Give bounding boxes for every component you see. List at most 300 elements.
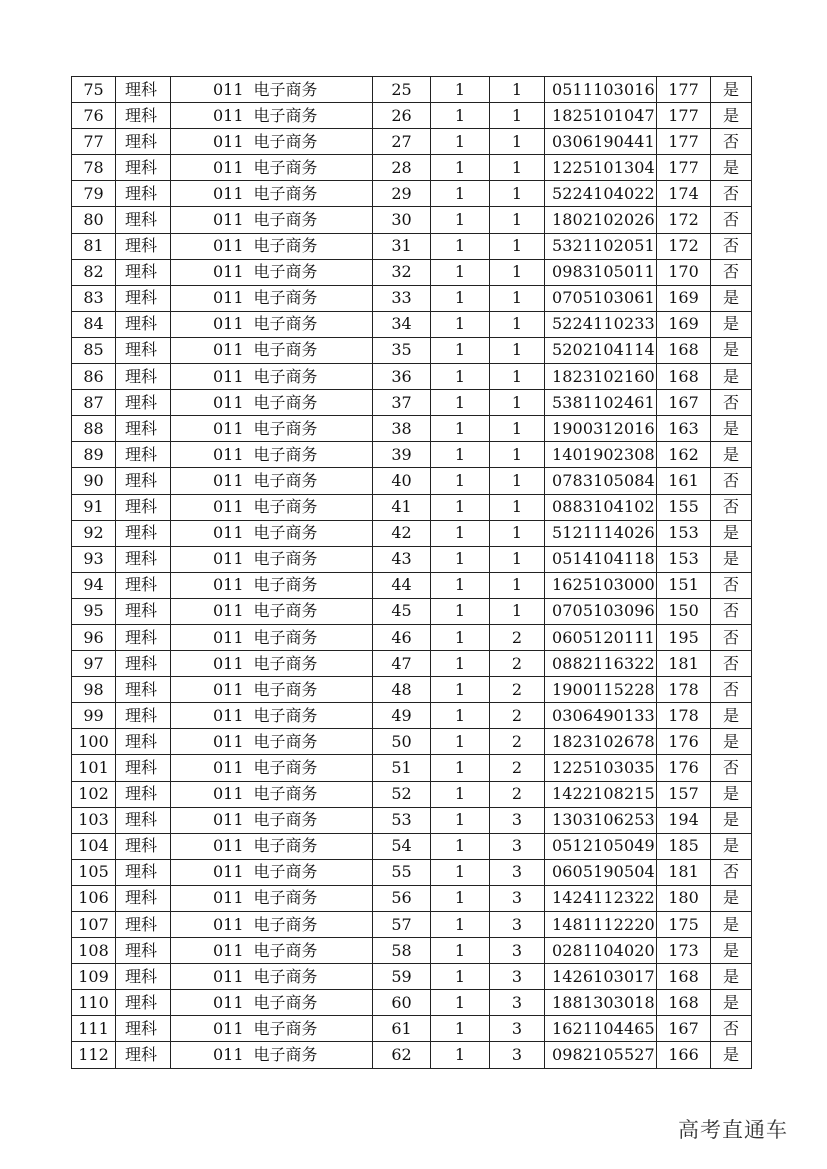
row-number-cell: 91	[72, 494, 116, 520]
rank-cell: 43	[373, 546, 431, 572]
exam-id-cell: 5224110233	[545, 311, 657, 337]
table-row	[72, 129, 752, 155]
major-name: 电子商务	[253, 418, 318, 438]
major-code: 011	[213, 966, 244, 986]
major-name: 电子商务	[253, 157, 318, 177]
major-name: 电子商务	[253, 601, 318, 621]
flag-cell: 是	[711, 285, 752, 311]
category-cell: 理科	[116, 442, 171, 468]
column-5-cell: 1	[431, 285, 490, 311]
flag-cell: 否	[711, 494, 752, 520]
flag-cell: 是	[711, 546, 752, 572]
column-5-cell: 1	[431, 259, 490, 285]
major-cell	[171, 77, 373, 103]
column-6-cell: 2	[490, 624, 545, 650]
table-row	[72, 624, 752, 650]
column-5-cell: 1	[431, 129, 490, 155]
score-cell: 151	[657, 572, 711, 598]
flag-cell: 是	[711, 520, 752, 546]
major-code: 011	[213, 992, 244, 1012]
table-row	[72, 520, 752, 546]
column-5-cell: 1	[431, 207, 490, 233]
column-5-cell: 1	[431, 337, 490, 363]
table-row	[72, 885, 752, 911]
score-cell: 168	[657, 337, 711, 363]
rank-cell: 35	[373, 337, 431, 363]
major-name: 电子商务	[253, 105, 318, 125]
exam-id-cell: 1823102678	[545, 729, 657, 755]
column-6-cell: 2	[490, 781, 545, 807]
rank-cell: 62	[373, 1042, 431, 1068]
row-number-cell: 86	[72, 364, 116, 390]
rank-cell: 31	[373, 233, 431, 259]
major-name: 电子商务	[253, 236, 318, 256]
major-name: 电子商务	[253, 888, 318, 908]
exam-id-cell: 0605190504	[545, 859, 657, 885]
major-cell	[171, 364, 373, 390]
score-cell: 177	[657, 155, 711, 181]
column-5-cell: 1	[431, 494, 490, 520]
column-5-cell: 1	[431, 520, 490, 546]
table-row	[72, 912, 752, 938]
category-cell: 理科	[116, 729, 171, 755]
score-cell: 168	[657, 964, 711, 990]
exam-id-cell: 5321102051	[545, 233, 657, 259]
flag-cell: 是	[711, 885, 752, 911]
category-cell: 理科	[116, 311, 171, 337]
rank-cell: 27	[373, 129, 431, 155]
table-row	[72, 390, 752, 416]
flag-cell: 是	[711, 337, 752, 363]
exam-id-cell: 1823102160	[545, 364, 657, 390]
rank-cell: 29	[373, 181, 431, 207]
rank-cell: 42	[373, 520, 431, 546]
column-5-cell: 1	[431, 181, 490, 207]
major-code: 011	[213, 444, 244, 464]
major-code: 011	[213, 1045, 244, 1065]
exam-id-cell: 0705103096	[545, 598, 657, 624]
major-cell	[171, 677, 373, 703]
table-row	[72, 416, 752, 442]
column-5-cell: 1	[431, 859, 490, 885]
column-6-cell: 2	[490, 651, 545, 677]
rank-cell: 56	[373, 885, 431, 911]
score-cell: 150	[657, 598, 711, 624]
major-name: 电子商务	[253, 757, 318, 777]
column-5-cell: 1	[431, 442, 490, 468]
flag-cell: 否	[711, 468, 752, 494]
column-5-cell: 1	[431, 390, 490, 416]
major-cell	[171, 494, 373, 520]
major-name: 电子商务	[253, 549, 318, 569]
score-cell: 155	[657, 494, 711, 520]
table-row	[72, 494, 752, 520]
major-code: 011	[213, 262, 244, 282]
category-cell: 理科	[116, 624, 171, 650]
table-row	[72, 859, 752, 885]
exam-id-cell: 1481112220	[545, 912, 657, 938]
major-code: 011	[213, 366, 244, 386]
rank-cell: 59	[373, 964, 431, 990]
exam-id-cell: 0306190441	[545, 129, 657, 155]
flag-cell: 是	[711, 703, 752, 729]
exam-id-cell: 1426103017	[545, 964, 657, 990]
major-code: 011	[213, 288, 244, 308]
flag-cell: 否	[711, 181, 752, 207]
category-cell: 理科	[116, 703, 171, 729]
table-row	[72, 833, 752, 859]
column-5-cell: 1	[431, 651, 490, 677]
column-6-cell: 2	[490, 703, 545, 729]
rank-cell: 30	[373, 207, 431, 233]
exam-id-cell: 1621104465	[545, 1016, 657, 1042]
flag-cell: 否	[711, 233, 752, 259]
major-cell	[171, 285, 373, 311]
category-cell: 理科	[116, 364, 171, 390]
major-name: 电子商务	[253, 575, 318, 595]
table-row	[72, 155, 752, 181]
score-cell: 166	[657, 1042, 711, 1068]
flag-cell: 否	[711, 859, 752, 885]
score-cell: 153	[657, 520, 711, 546]
row-number-cell: 105	[72, 859, 116, 885]
column-6-cell: 1	[490, 468, 545, 494]
major-cell	[171, 129, 373, 155]
major-cell	[171, 807, 373, 833]
table-row	[72, 259, 752, 285]
column-5-cell: 1	[431, 624, 490, 650]
flag-cell: 是	[711, 311, 752, 337]
row-number-cell: 110	[72, 990, 116, 1016]
column-6-cell: 1	[490, 337, 545, 363]
column-6-cell: 1	[490, 155, 545, 181]
category-cell: 理科	[116, 259, 171, 285]
score-cell: 168	[657, 364, 711, 390]
score-cell: 173	[657, 938, 711, 964]
major-name: 电子商务	[253, 992, 318, 1012]
row-number-cell: 78	[72, 155, 116, 181]
rank-cell: 37	[373, 390, 431, 416]
row-number-cell: 111	[72, 1016, 116, 1042]
major-code: 011	[213, 601, 244, 621]
flag-cell: 是	[711, 781, 752, 807]
rank-cell: 36	[373, 364, 431, 390]
major-code: 011	[213, 940, 244, 960]
exam-id-cell: 1225103035	[545, 755, 657, 781]
major-code: 011	[213, 1018, 244, 1038]
score-cell: 167	[657, 1016, 711, 1042]
category-cell: 理科	[116, 129, 171, 155]
table-row	[72, 207, 752, 233]
column-5-cell: 1	[431, 364, 490, 390]
row-number-cell: 104	[72, 833, 116, 859]
major-name: 电子商务	[253, 966, 318, 986]
major-code: 011	[213, 757, 244, 777]
exam-id-cell: 0514104118	[545, 546, 657, 572]
table-row	[72, 964, 752, 990]
score-cell: 181	[657, 859, 711, 885]
rank-cell: 50	[373, 729, 431, 755]
flag-cell: 是	[711, 77, 752, 103]
category-cell: 理科	[116, 390, 171, 416]
row-number-cell: 84	[72, 311, 116, 337]
category-cell: 理科	[116, 833, 171, 859]
category-cell: 理科	[116, 181, 171, 207]
major-name: 电子商务	[253, 627, 318, 647]
column-5-cell: 1	[431, 546, 490, 572]
column-6-cell: 1	[490, 390, 545, 416]
flag-cell: 是	[711, 964, 752, 990]
major-name: 电子商务	[253, 183, 318, 203]
table-row	[72, 572, 752, 598]
row-number-cell: 106	[72, 885, 116, 911]
category-cell: 理科	[116, 859, 171, 885]
category-cell: 理科	[116, 964, 171, 990]
row-number-cell: 107	[72, 912, 116, 938]
row-number-cell: 103	[72, 807, 116, 833]
column-5-cell: 1	[431, 468, 490, 494]
score-cell: 170	[657, 259, 711, 285]
flag-cell: 是	[711, 416, 752, 442]
major-code: 011	[213, 131, 244, 151]
exam-id-cell: 1422108215	[545, 781, 657, 807]
score-cell: 161	[657, 468, 711, 494]
table-row	[72, 546, 752, 572]
row-number-cell: 96	[72, 624, 116, 650]
flag-cell: 否	[711, 572, 752, 598]
rank-cell: 48	[373, 677, 431, 703]
major-cell	[171, 337, 373, 363]
rank-cell: 55	[373, 859, 431, 885]
major-code: 011	[213, 914, 244, 934]
major-name: 电子商务	[253, 366, 318, 386]
column-5-cell: 1	[431, 912, 490, 938]
major-name: 电子商务	[253, 705, 318, 725]
table-row	[72, 938, 752, 964]
column-5-cell: 1	[431, 77, 490, 103]
column-6-cell: 2	[490, 729, 545, 755]
category-cell: 理科	[116, 807, 171, 833]
column-6-cell: 1	[490, 416, 545, 442]
score-cell: 181	[657, 651, 711, 677]
rank-cell: 32	[373, 259, 431, 285]
exam-id-cell: 1900115228	[545, 677, 657, 703]
row-number-cell: 76	[72, 103, 116, 129]
column-6-cell: 1	[490, 285, 545, 311]
major-name: 电子商务	[253, 288, 318, 308]
column-6-cell: 1	[490, 598, 545, 624]
table-row	[72, 651, 752, 677]
column-5-cell: 1	[431, 572, 490, 598]
row-number-cell: 75	[72, 77, 116, 103]
exam-id-cell: 1802102026	[545, 207, 657, 233]
table-row	[72, 468, 752, 494]
flag-cell: 是	[711, 729, 752, 755]
major-cell	[171, 624, 373, 650]
row-number-cell: 102	[72, 781, 116, 807]
major-code: 011	[213, 679, 244, 699]
column-6-cell: 1	[490, 77, 545, 103]
major-code: 011	[213, 705, 244, 725]
column-5-cell: 1	[431, 598, 490, 624]
column-6-cell: 3	[490, 964, 545, 990]
rank-cell: 44	[373, 572, 431, 598]
table-row	[72, 990, 752, 1016]
category-cell: 理科	[116, 520, 171, 546]
flag-cell: 否	[711, 651, 752, 677]
category-cell: 理科	[116, 912, 171, 938]
major-code: 011	[213, 157, 244, 177]
rank-cell: 52	[373, 781, 431, 807]
column-5-cell: 1	[431, 964, 490, 990]
major-cell	[171, 311, 373, 337]
exam-id-cell: 1424112322	[545, 885, 657, 911]
exam-id-cell: 0982105527	[545, 1042, 657, 1068]
flag-cell: 否	[711, 677, 752, 703]
rank-cell: 41	[373, 494, 431, 520]
column-5-cell: 1	[431, 938, 490, 964]
category-cell: 理科	[116, 781, 171, 807]
score-cell: 167	[657, 390, 711, 416]
column-5-cell: 1	[431, 755, 490, 781]
column-6-cell: 1	[490, 129, 545, 155]
major-code: 011	[213, 549, 244, 569]
flag-cell: 否	[711, 755, 752, 781]
flag-cell: 是	[711, 938, 752, 964]
exam-id-cell: 5224104022	[545, 181, 657, 207]
major-name: 电子商务	[253, 210, 318, 230]
flag-cell: 否	[711, 1016, 752, 1042]
major-code: 011	[213, 105, 244, 125]
category-cell: 理科	[116, 337, 171, 363]
row-number-cell: 95	[72, 598, 116, 624]
score-cell: 178	[657, 703, 711, 729]
row-number-cell: 112	[72, 1042, 116, 1068]
column-6-cell: 1	[490, 546, 545, 572]
column-6-cell: 3	[490, 1042, 545, 1068]
column-6-cell: 1	[490, 520, 545, 546]
major-cell	[171, 781, 373, 807]
major-name: 电子商务	[253, 810, 318, 830]
row-number-cell: 89	[72, 442, 116, 468]
flag-cell: 是	[711, 103, 752, 129]
column-5-cell: 1	[431, 1016, 490, 1042]
exam-id-cell: 5202104114	[545, 337, 657, 363]
exam-id-cell: 0783105084	[545, 468, 657, 494]
score-cell: 194	[657, 807, 711, 833]
watermark-text: 高考直通车	[678, 1118, 788, 1142]
column-6-cell: 2	[490, 755, 545, 781]
flag-cell: 是	[711, 833, 752, 859]
table-row	[72, 1016, 752, 1042]
major-name: 电子商务	[253, 131, 318, 151]
rank-cell: 61	[373, 1016, 431, 1042]
major-cell	[171, 755, 373, 781]
column-5-cell: 1	[431, 833, 490, 859]
category-cell: 理科	[116, 468, 171, 494]
table-row	[72, 677, 752, 703]
flag-cell: 否	[711, 259, 752, 285]
score-cell: 177	[657, 77, 711, 103]
row-number-cell: 99	[72, 703, 116, 729]
column-6-cell: 2	[490, 677, 545, 703]
major-cell	[171, 468, 373, 494]
major-cell	[171, 964, 373, 990]
score-cell: 195	[657, 624, 711, 650]
column-5-cell: 1	[431, 703, 490, 729]
major-code: 011	[213, 210, 244, 230]
table-row	[72, 364, 752, 390]
major-name: 电子商务	[253, 679, 318, 699]
category-cell: 理科	[116, 494, 171, 520]
category-cell: 理科	[116, 572, 171, 598]
major-cell	[171, 859, 373, 885]
major-cell	[171, 912, 373, 938]
major-cell	[171, 703, 373, 729]
exam-id-cell: 1625103000	[545, 572, 657, 598]
column-6-cell: 3	[490, 859, 545, 885]
column-5-cell: 1	[431, 781, 490, 807]
major-code: 011	[213, 888, 244, 908]
major-code: 011	[213, 784, 244, 804]
column-5-cell: 1	[431, 885, 490, 911]
major-cell	[171, 416, 373, 442]
exam-id-cell: 0281104020	[545, 938, 657, 964]
major-cell	[171, 885, 373, 911]
exam-id-cell: 1825101047	[545, 103, 657, 129]
column-5-cell: 1	[431, 233, 490, 259]
column-5-cell: 1	[431, 729, 490, 755]
exam-id-cell: 0306490133	[545, 703, 657, 729]
table-row	[72, 703, 752, 729]
column-6-cell: 3	[490, 833, 545, 859]
major-code: 011	[213, 314, 244, 334]
rank-cell: 45	[373, 598, 431, 624]
row-number-cell: 90	[72, 468, 116, 494]
row-number-cell: 88	[72, 416, 116, 442]
score-cell: 163	[657, 416, 711, 442]
row-number-cell: 92	[72, 520, 116, 546]
major-cell	[171, 572, 373, 598]
column-6-cell: 3	[490, 885, 545, 911]
flag-cell: 否	[711, 624, 752, 650]
table-row	[72, 77, 752, 103]
row-number-cell: 108	[72, 938, 116, 964]
major-name: 电子商务	[253, 914, 318, 934]
flag-cell: 否	[711, 129, 752, 155]
exam-id-cell: 1900312016	[545, 416, 657, 442]
score-cell: 175	[657, 912, 711, 938]
major-cell	[171, 938, 373, 964]
major-cell	[171, 651, 373, 677]
table-row	[72, 103, 752, 129]
exam-id-cell: 0883104102	[545, 494, 657, 520]
column-6-cell: 1	[490, 572, 545, 598]
score-cell: 177	[657, 103, 711, 129]
column-6-cell: 3	[490, 1016, 545, 1042]
major-name: 电子商务	[253, 262, 318, 282]
major-name: 电子商务	[253, 784, 318, 804]
row-number-cell: 77	[72, 129, 116, 155]
column-6-cell: 1	[490, 494, 545, 520]
major-code: 011	[213, 418, 244, 438]
flag-cell: 是	[711, 442, 752, 468]
category-cell: 理科	[116, 885, 171, 911]
row-number-cell: 85	[72, 337, 116, 363]
major-name: 电子商务	[253, 79, 318, 99]
major-code: 011	[213, 470, 244, 490]
category-cell: 理科	[116, 103, 171, 129]
